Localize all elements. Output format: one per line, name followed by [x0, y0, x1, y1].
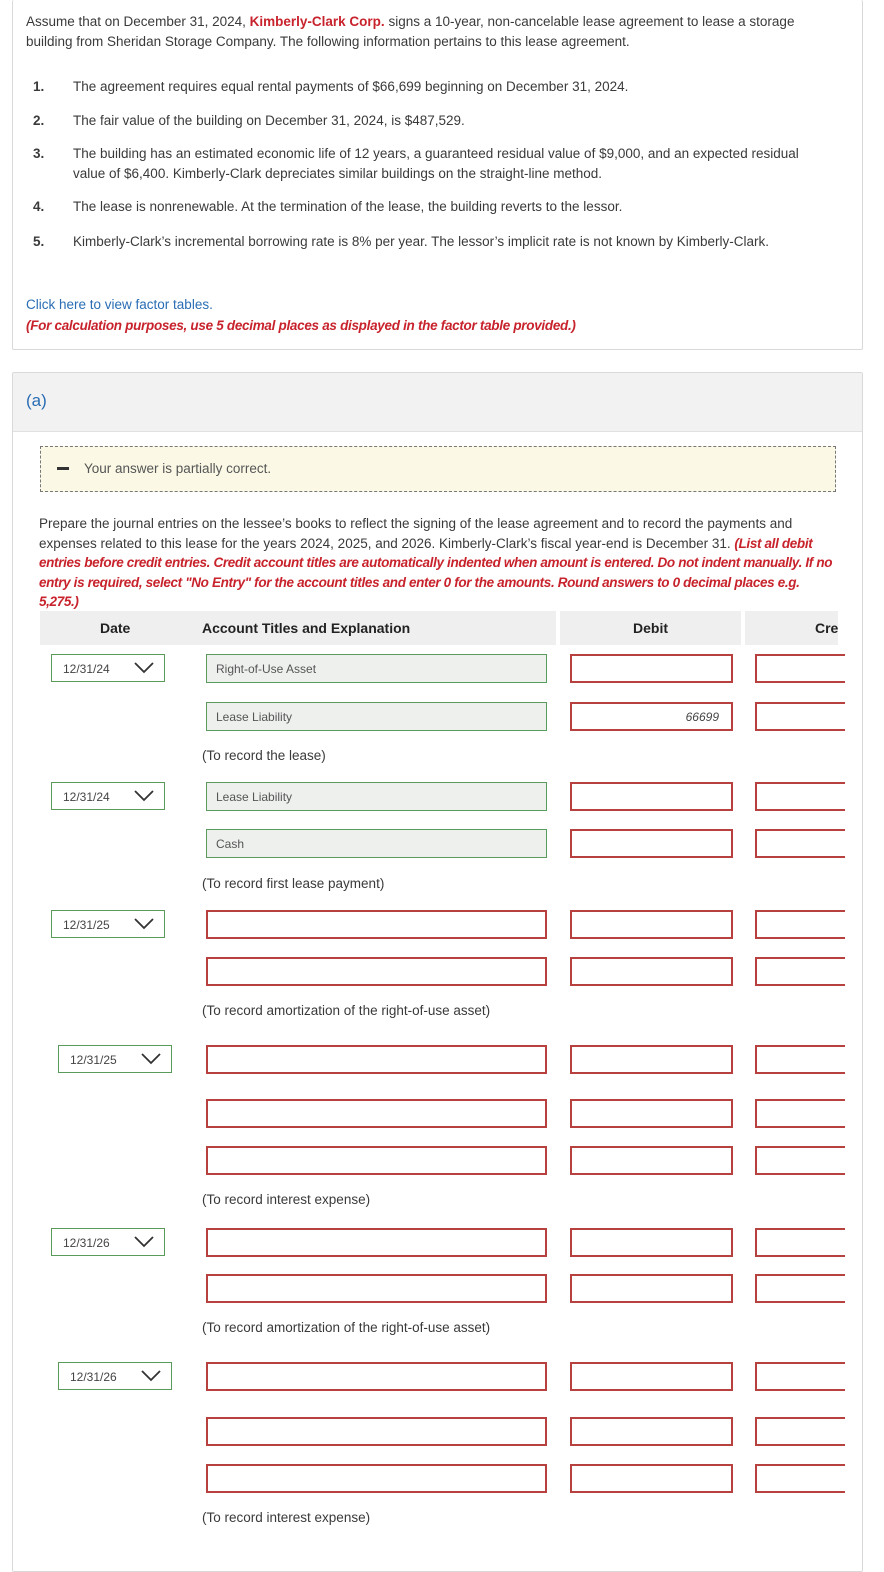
- part-a-card: [12, 372, 863, 1572]
- date-select[interactable]: 12/31/26: [51, 1228, 165, 1256]
- account-title-field[interactable]: [206, 1146, 547, 1175]
- problem-card: Assume that on December 31, 2024, Kimberly-Clark Corp. signs a 10-year, non-cancelable lease agreement to lease a storage building from Sheridan Storage Company. The following information pertains to this lease agreement. 1. The agreement requires equal rental payments of $66,699 beginning on December 31, 2024. 2. The fair value of the building on December 31, 2024, is $487,529. 3. The building has an estimated economic life of 12 years, a guaranteed residual value of $9,000, and an expected residual value of $6,400. Kimberly-Clark depreciates similar buildings on the straight-line method. 4. The lease is nonrenewable. At the termination of the lease, the building reverts to the lessor. 5. Kimberly-Clark’s incremental borrowing rate is 8% per year. The lessor’s implicit rate is not known by Kimberly-Clark. Click here to view factor tables. (For calculation purposes, use 5 decimal places as displayed in the factor table provided.): [12, 0, 863, 350]
- entry-explanation: (To record the lease): [202, 748, 326, 763]
- account-title-field[interactable]: [206, 910, 547, 939]
- debit-input[interactable]: [570, 654, 733, 683]
- entry-explanation: (To record interest expense): [202, 1192, 371, 1207]
- debit-input[interactable]: [570, 829, 733, 858]
- partial-correct-icon: [57, 467, 69, 470]
- account-title-field[interactable]: [206, 1099, 547, 1128]
- instructions-note: (List all debit entries before credit entries. Credit account titles are automatically indented when amount is entered. Do not indent manually. If no entry is required, select "No Entry" for the account titles and enter 0 for the amounts. Round answers to 0 decimal places e.g. 5,275.): [39, 535, 833, 609]
- credit-input[interactable]: [755, 1146, 845, 1175]
- credit-input[interactable]: [755, 1228, 845, 1257]
- date-select[interactable]: 12/31/25: [58, 1045, 172, 1073]
- account-title-field[interactable]: Lease Liability: [206, 702, 547, 731]
- debit-input[interactable]: [570, 1228, 733, 1257]
- credit-input[interactable]: [755, 1464, 845, 1493]
- account-title-field[interactable]: Cash: [206, 829, 547, 858]
- account-title-field[interactable]: [206, 1045, 547, 1074]
- chevron-down-icon: [134, 790, 154, 802]
- part-header: [13, 373, 862, 432]
- credit-input[interactable]: [755, 829, 845, 858]
- problem-intro: Assume that on December 31, 2024, Kimberly-Clark Corp. signs a 10-year, non-cancelable lease agreement to lease a storage building from Sheridan Storage Company. The following information pertains to this lease agreement.: [26, 14, 795, 49]
- credit-input[interactable]: [755, 1362, 845, 1391]
- header-debit: Debit: [633, 620, 668, 636]
- header-account: Account Titles and Explanation: [202, 620, 411, 636]
- chevron-down-icon: [141, 1370, 161, 1382]
- date-select[interactable]: 12/31/26: [58, 1362, 172, 1390]
- header-date: Date: [100, 620, 131, 636]
- credit-input[interactable]: [755, 1099, 845, 1128]
- date-select[interactable]: 12/31/24: [51, 782, 165, 810]
- credit-input[interactable]: [755, 702, 845, 731]
- chevron-down-icon: [134, 1236, 154, 1248]
- date-select[interactable]: 12/31/24: [51, 654, 165, 682]
- table-header: [40, 611, 838, 645]
- credit-input[interactable]: [755, 782, 845, 811]
- debit-input[interactable]: [570, 782, 733, 811]
- credit-input[interactable]: [755, 957, 845, 986]
- feedback-text: Your answer is partially correct.: [84, 461, 272, 476]
- chevron-down-icon: [134, 918, 154, 930]
- account-title-field[interactable]: [206, 957, 547, 986]
- debit-input[interactable]: [570, 1417, 733, 1446]
- feedback-banner: [40, 446, 836, 492]
- credit-input[interactable]: [755, 1417, 845, 1446]
- company-name: Kimberly-Clark Corp.: [249, 14, 385, 29]
- credit-input[interactable]: [755, 654, 845, 683]
- account-title-field[interactable]: [206, 1228, 547, 1257]
- debit-input[interactable]: [570, 1146, 733, 1175]
- instructions: Prepare the journal entries on the lessee’s books to reflect the signing of the lease agreement and to record the payments and expenses related to this lease for the years 2024, 2025, and 2026. Kimberly-Clark’s fiscal year-end is December 31. (List all debit entries before credit entries. Credit account titles are automatically indented when amount is entered. Do not indent manually. If no entry is required, select "No Entry" for the account titles and enter 0 for the amounts. Round answers to 0 decimal places e.g. 5,275.): [39, 516, 833, 609]
- factor-tables-link[interactable]: Click here to view factor tables.: [26, 297, 213, 312]
- debit-input[interactable]: [570, 1274, 733, 1303]
- account-title-field[interactable]: [206, 1464, 547, 1493]
- credit-input[interactable]: [755, 910, 845, 939]
- debit-input[interactable]: [570, 1099, 733, 1128]
- account-title-field[interactable]: [206, 1417, 547, 1446]
- entry-explanation: (To record amortization of the right-of-use asset): [202, 1320, 491, 1335]
- part-label: (a): [26, 391, 47, 410]
- calculation-note: (For calculation purposes, use 5 decimal places as displayed in the factor table provided.): [26, 318, 576, 333]
- credit-input[interactable]: [755, 1045, 845, 1074]
- debit-input[interactable]: [570, 1362, 733, 1391]
- debit-input[interactable]: [570, 1045, 733, 1074]
- debit-input[interactable]: 66699: [570, 702, 733, 731]
- chevron-down-icon: [141, 1053, 161, 1065]
- account-title-field[interactable]: Right-of-Use Asset: [206, 654, 547, 683]
- entry-explanation: (To record interest expense): [202, 1510, 371, 1525]
- entry-explanation: (To record first lease payment): [202, 876, 385, 891]
- chevron-down-icon: [134, 662, 154, 674]
- entry-explanation: (To record amortization of the right-of-use asset): [202, 1003, 491, 1018]
- debit-input[interactable]: [570, 957, 733, 986]
- date-select[interactable]: 12/31/25: [51, 910, 165, 938]
- account-title-field[interactable]: Lease Liability: [206, 782, 547, 811]
- debit-input[interactable]: [570, 910, 733, 939]
- credit-input[interactable]: [755, 1274, 845, 1303]
- debit-input[interactable]: [570, 1464, 733, 1493]
- header-credit: Cre: [815, 620, 839, 636]
- account-title-field[interactable]: [206, 1274, 547, 1303]
- account-title-field[interactable]: [206, 1362, 547, 1391]
